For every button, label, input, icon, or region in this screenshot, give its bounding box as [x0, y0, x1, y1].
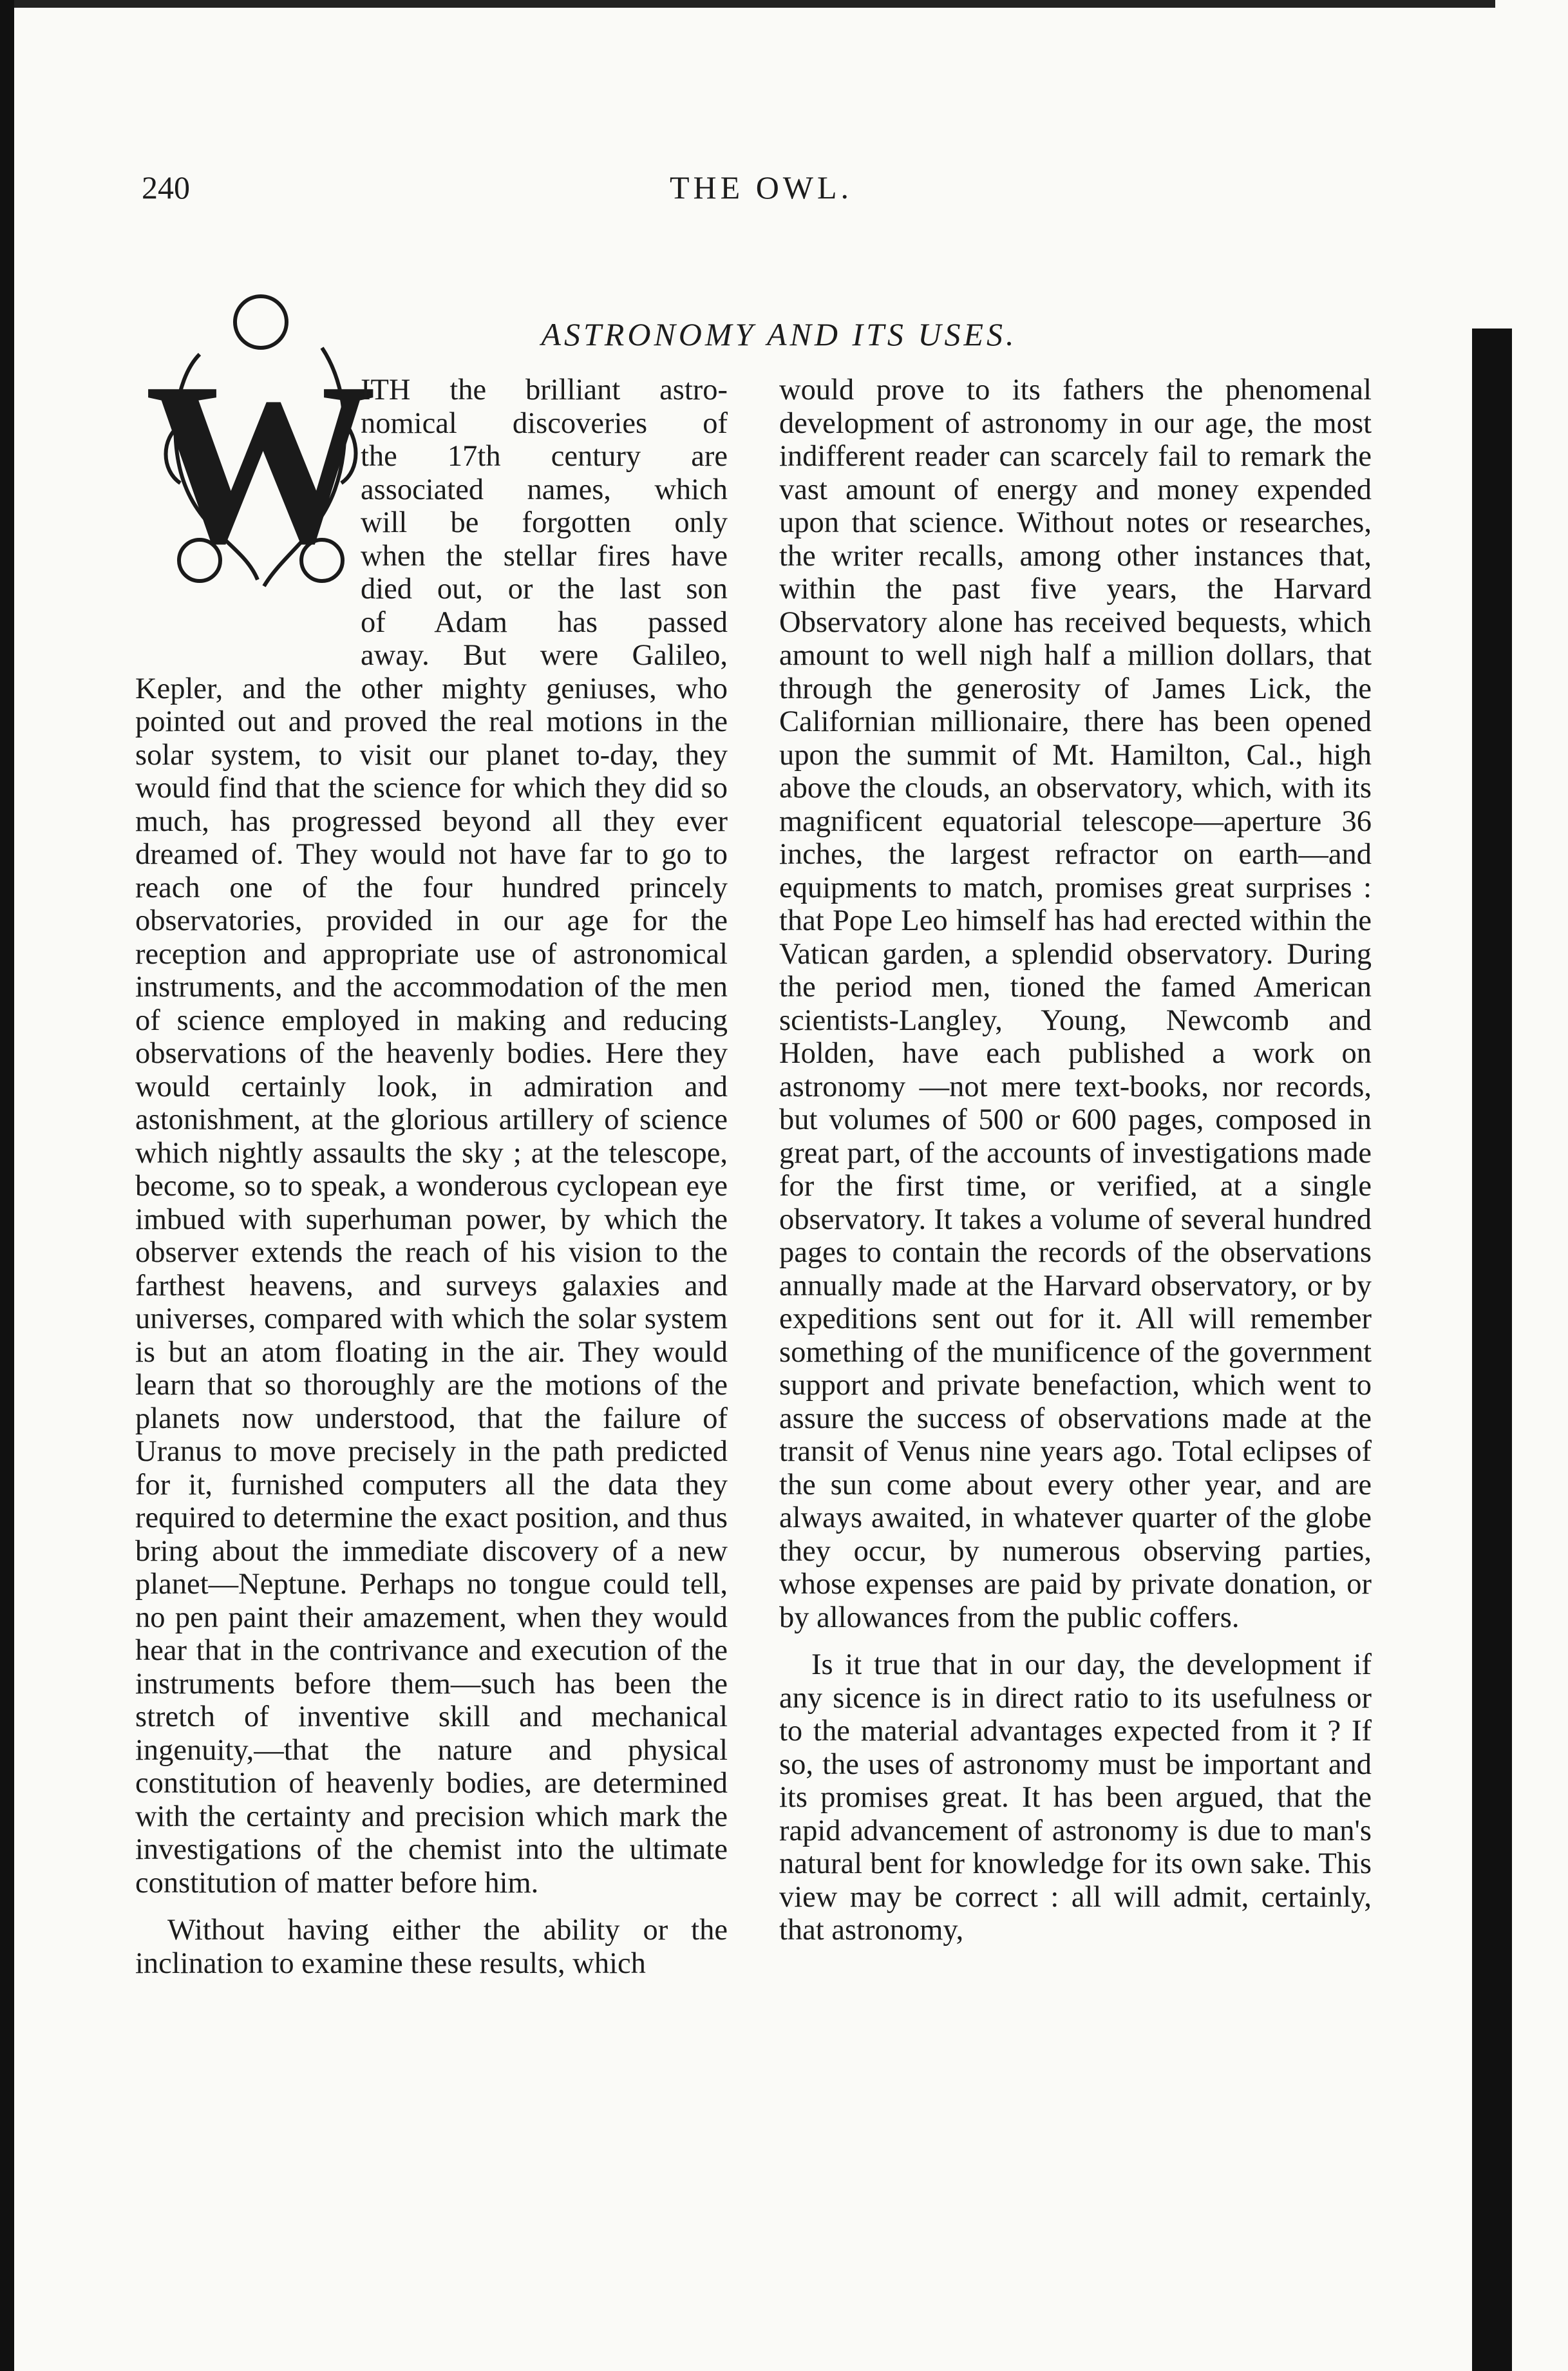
scan-right-border	[1472, 329, 1512, 2371]
opening-line: when the stellar fires have	[361, 539, 728, 573]
paragraph-2: Without having either the ability or the inclination to examine these results, which	[135, 1914, 728, 1980]
scan-top-border	[14, 0, 1495, 8]
opening-line: the 17th century are	[361, 440, 728, 473]
opening-line: ITH the brilliant astro-	[361, 374, 728, 406]
article-title: ASTRONOMY AND ITS USES.	[541, 316, 1017, 352]
paragraph-1-continuation: Kepler, and the other mighty geniuses, who pointed out and proved the real motions in the solar system, to visit our planet to-day, they would find that the science for which they did so much, has progressed beyond all they ever dreamed of. They would not have far to go to reach one of the four hundred princely observatories, provided in our age for the reception and appropriate use of astronomical instruments, and the accommodation of the men of science employed in making and reducing observations of the heavenly bodies. Here they would certainly look, in admiration and astonishment, at the glorious artillery of science which nightly assaults the sky ; at the telescope, become, so to speak, a wonderous cyclopean eye imbued with superhuman power, by which the observer extends the reach of his vision to the farthest heavens, and surveys galaxies and universes, compared with which the solar system is but an atom floating in the air. They would learn that so thoroughly are the motions of the planets now understood, that the failure of Uranus to move precisely in the path predicted for it, furnished computers all the data they required to determine the exact position, and thus bring about the immediate discovery of a new planet—Neptune. Perhaps no tongue could tell, no pen paint their amazement, when they would hear that in the contrivance and execution of the instruments before them—such has been the stretch of inventive skill and mechanical ingenuity,—that the nature and physical constitution of heavenly bodies, are determined with the certainty and precision which mark the investigations of the chemist into the ultimate constitution of matter before him.	[135, 672, 728, 1900]
opening-line: will be forgotten only	[361, 506, 728, 539]
opening-line: died out, or the last son	[361, 573, 728, 605]
opening-line: away. But were Galileo,	[361, 639, 728, 672]
paragraph-2-continuation: would prove to its fathers the phenomenal development of astronomy in our age, the most indifferent reader can scarcely fail to remark the vast amount of energy and money expended upon that science. Without notes or researches, the writer recalls, among other instances that, within the past five years, the Harvard Observatory alone has received bequests, which amount to well nigh half a million dollars, that through the generosity of James Lick, the Californian millionaire, there has been opened upon the summit of Mt. Hamilton, Cal., high above the clouds, an observatory, which, with its magnificent equatorial telescope—aperture 36 inches, the largest refractor on earth—and equipments to match, promises great surprises : that Pope Leo himself has had erected within the Vatican garden, a splendid observatory. During the period men, tioned the famed American scientists-Langley, Young, Newcomb and Holden, have each published a work on astronomy —not mere text-books, nor records, but volumes of 500 or 600 pages, composed in great part, of the accounts of investigations made for the first time, or verified, at a single observatory. It takes a volume of several hundred pages to contain the records of the observations annually made at the Harvard observatory, or by expeditions sent out for it. All will remember something of the munificence of the government support and private benefaction, which went to assure the success of observations made at the transit of Venus nine years ago. Total eclipses of the sun come about every other year, and are always awaited, in whatever quarter of the globe they occur, by numerous observing parties, whose expenses are paid by private donation, or by allowances from the public coffers.	[779, 374, 1372, 1634]
running-head	[0, 169, 1568, 214]
opening-line: of Adam has passed	[361, 605, 728, 639]
opening-lines	[361, 374, 728, 672]
opening-line: nomical discoveries of	[361, 406, 728, 440]
opening-line: associated names, which	[361, 473, 728, 506]
page-number: 240	[142, 169, 190, 205]
paragraph-3: Is it true that in our day, the development if any sicence is in direct ratio to its usefulness or to the material advantages expected from it ? If so, the uses of astronomy must be important and its promises great. It has been argued, that the rapid advancement of astronomy is due to man's natural bent for knowledge for its own sake. This view may be correct : all will admit, certainly, that astronomy,	[779, 1648, 1372, 1947]
right-column	[779, 374, 1372, 1947]
scan-left-border	[0, 0, 14, 2371]
left-column	[135, 374, 728, 1980]
drop-cap-letter: W	[145, 334, 377, 591]
journal-title: THE OWL.	[670, 169, 853, 205]
